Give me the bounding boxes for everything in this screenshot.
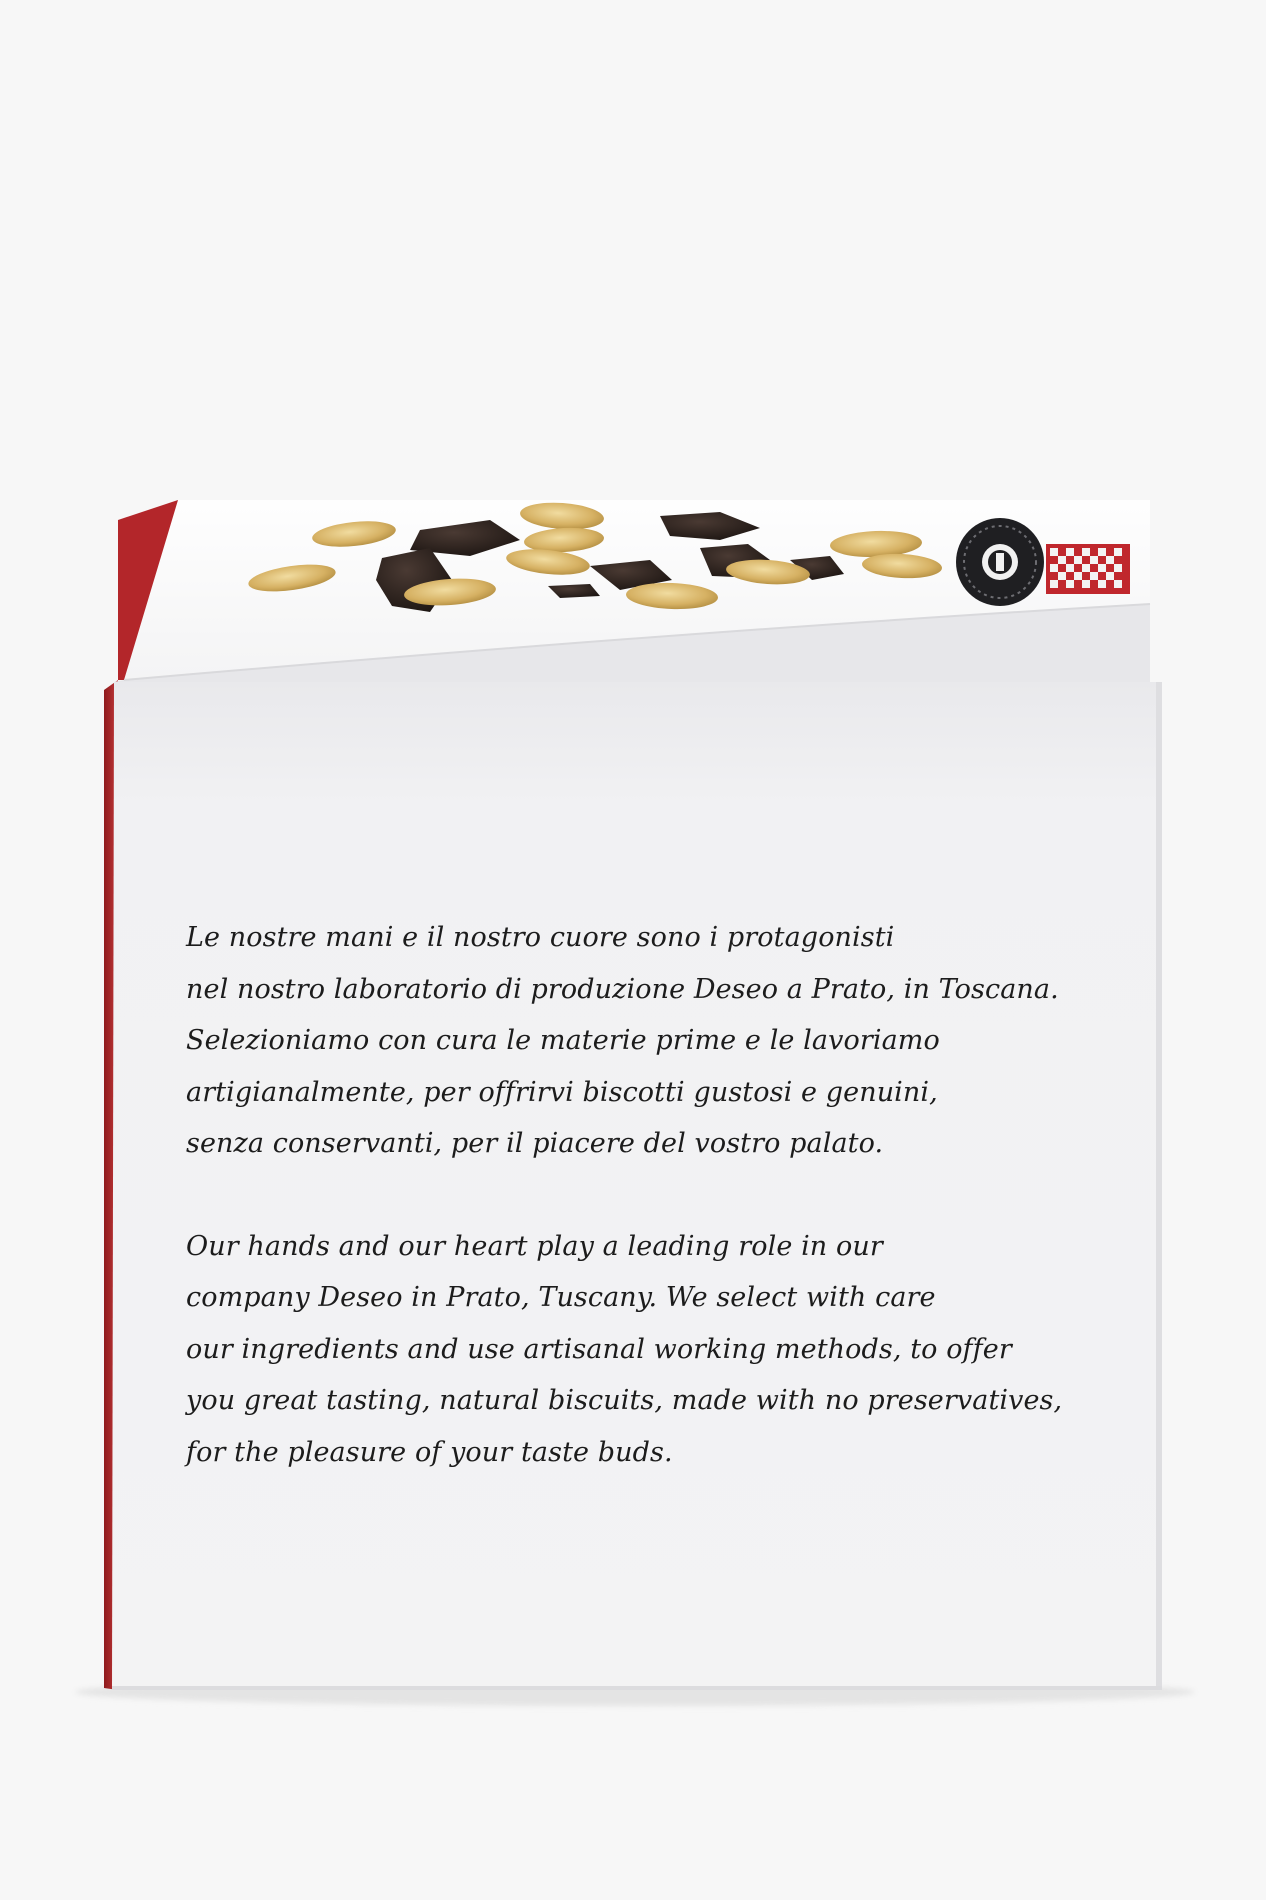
italian-line: Selezioniamo con cura le materie prime e le lavoriamo	[186, 1025, 940, 1056]
italian-line: nel nostro laboratorio di produzione Deseo a Prato, in Toscana.	[186, 973, 1059, 1005]
english-line: Our hands and our heart play a leading role in our	[186, 1230, 883, 1262]
italian-line: artigianalmente, per offrirvi biscotti gustosi e genuini,	[186, 1076, 938, 1108]
italian-paragraph	[186, 912, 1146, 1170]
italian-line: Le nostre mani e il nostro cuore sono i protagonisti	[186, 922, 895, 953]
english-line: company Deseo in Prato, Tuscany. We select with care	[186, 1282, 936, 1313]
english-line: you great tasting, natural biscuits, made with no preservatives,	[186, 1385, 1063, 1416]
box-right-edge	[1156, 682, 1162, 1690]
english-line: our ingredients and use artisanal working methods, to offer	[186, 1333, 1012, 1365]
box-printed-text	[186, 912, 1146, 1478]
deseo-seal-logo	[956, 518, 1044, 606]
box-bottom-edge	[112, 1686, 1162, 1690]
checkered-pattern	[1046, 544, 1130, 594]
italian-line: senza conservanti, per il piacere del vostro palato.	[186, 1128, 884, 1159]
english-paragraph	[186, 1221, 1146, 1479]
english-line: for the pleasure of your taste buds.	[186, 1436, 673, 1468]
